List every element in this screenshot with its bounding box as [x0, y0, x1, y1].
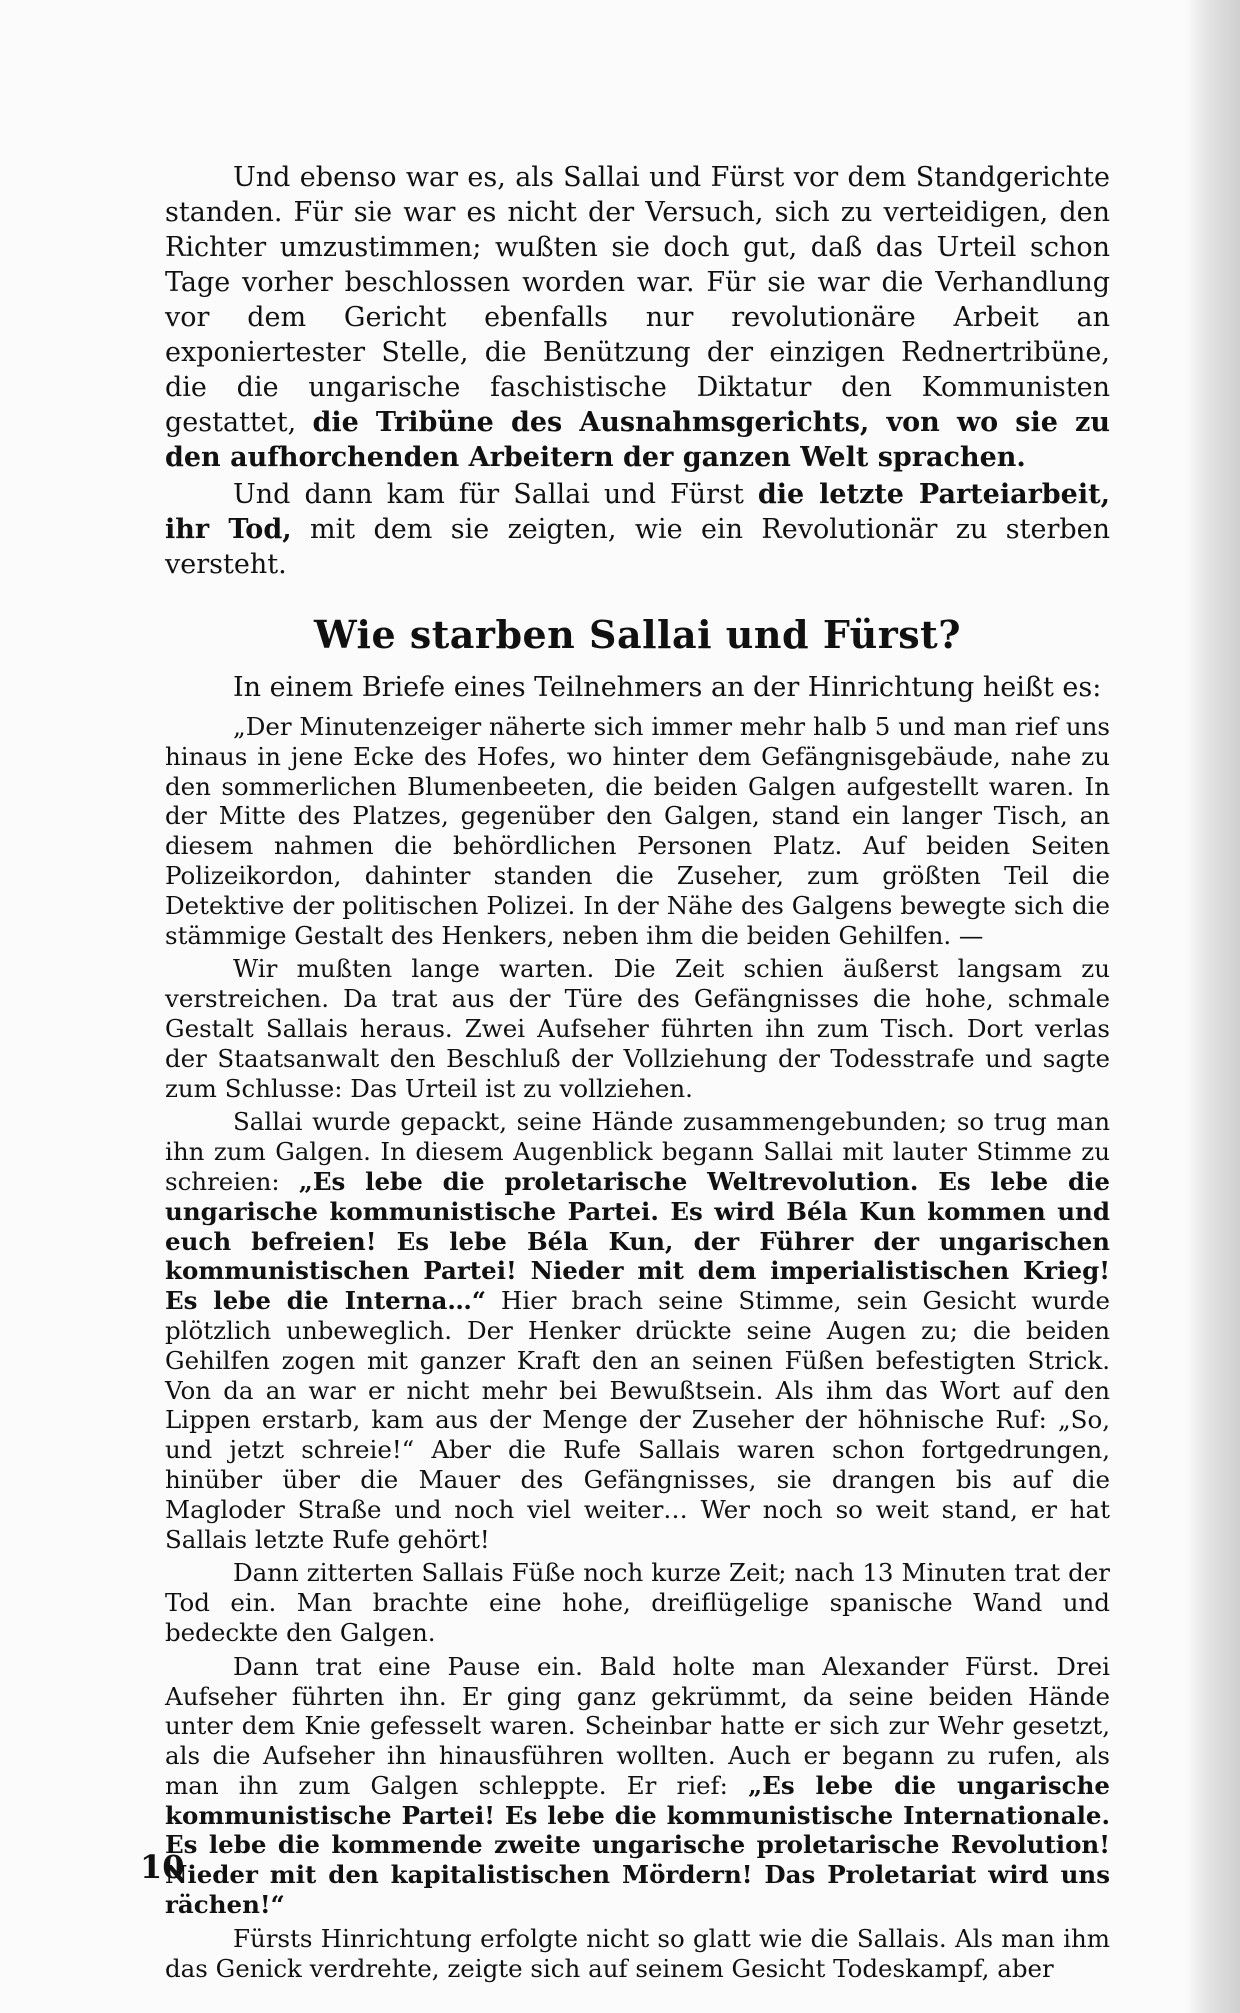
bold-emphasis: die Tribüne des Ausnahmsgerichts, von wo sie zu den aufhorchenden Arbeitern der ganzen Welt sprachen.	[165, 407, 1110, 473]
letter-paragraph: Wir mußten lange warten. Die Zeit schien äußerst langsam zu verstreichen. Da trat aus der Türe des Gefängnisses die hohe, schmale Gestalt Sallais heraus. Zwei Aufseher führten ihn zum Tisch. Dort verlas der Staatsanwalt den Beschluß der Vollziehung der Todesstrafe und sagte zum Schlusse: Das Urteil ist zu vollziehen.	[165, 954, 1110, 1103]
text-column	[165, 160, 1110, 1983]
letter-paragraph: Dann trat eine Pause ein. Bald holte man Alexander Fürst. Drei Aufseher führten ihn. Er ging ganz gekrümmt, da seine beiden Hände unter dem Knie gefesselt waren. Scheinbar hatte er sich zur Wehr gesetzt, als die Aufseher ihn hinausführen wollten. Auch er begann zu rufen, als man ihn zum Galgen schleppte. Er rief: „Es lebe die ungarische kommunistische Partei! Es lebe die kommunistische Internationale. Es lebe die kommende zweite ungarische proletarische Revolution! Nieder mit den kapitalistischen Mördern! Das Proletariat wird uns rächen!“	[165, 1651, 1110, 1920]
page-number: 10	[140, 1848, 185, 1886]
letter-intro: In einem Briefe eines Teilnehmers an der Hinrichtung heißt es:	[233, 672, 1102, 703]
bold-emphasis: „Es lebe die proletarische Weltrevolution. Es lebe die ungarische kommunistische Partei. Es wird Béla Kun kommen und euch befreien! Es lebe Béla Kun, der Führer der ungarischen kommunistischen Partei! Nieder mit dem imperialistischen Krieg! Es lebe die Interna…“	[165, 1166, 1110, 1316]
page-edge-shadow	[1185, 0, 1240, 2013]
letter-paragraph: Sallai wurde gepackt, seine Hände zusammengebunden; so trug man ihn zum Galgen. In diesem Augenblick begann Sallai mit lauter Stimme zu schreien: „Es lebe die proletarische Weltrevolution. Es lebe die ungarische kommunistische Partei. Es wird Béla Kun kommen und euch befreien! Es lebe Béla Kun, der Führer der ungarischen kommunistischen Partei! Nieder mit dem imperialistischen Krieg! Es lebe die Interna…“ Hier brach seine Stimme, sein Gesicht wurde plötzlich unbeweglich. Der Henker drückte seine Augen zu; die beiden Gehilfen zogen mit ganzer Kraft den an seinen Füßen befestigten Strick. Von da an war er nicht mehr bei Bewußtsein. Als ihm das Wort auf den Lippen erstarb, kam aus der Menge der Zuseher der höhnische Ruf: „So, und jetzt schreie!“ Aber die Rufe Sallais waren schon fortgedrungen, hinüber über die Mauer des Gefängnisses, sie drangen bis auf die Magloder Straße und noch viel weiter… Wer noch so weit stand, er hat Sallais letzte Rufe gehört!	[165, 1107, 1110, 1554]
letter-paragraph: Dann zitterten Sallais Füße noch kurze Zeit; nach 13 Minuten trat der Tod ein. Man brachte eine hohe, dreiflügelige spanische Wand und bedeckte den Galgen.	[165, 1558, 1110, 1647]
paragraph-standgericht: Und ebenso war es, als Sallai und Fürst vor dem Standgerichte standen. Für sie war es nicht der Versuch, sich zu verteidigen, den Richter umzustimmen; wußten sie doch gut, daß das Urteil schon Tage vorher beschlossen worden war. Für sie war die Verhandlung vor dem Gericht ebenfalls nur revolutionäre Arbeit an exponiertester Stelle, die Benützung der einzigen Rednertribüne, die die ungarische faschistische Diktatur den Kommunisten gestattet, die Tribüne des Ausnahmsgerichts, von wo sie zu den aufhorchenden Arbeitern der ganzen Welt sprachen.	[165, 162, 1110, 473]
letter-quote	[165, 712, 1110, 1983]
bold-emphasis: die letzte Parteiarbeit, ihr Tod,	[165, 479, 1110, 545]
paragraph-letzte-parteiarbeit: Und dann kam für Sallai und Fürst die letzte Parteiarbeit, ihr Tod, mit dem sie zeigten, wie ein Revolutionär zu sterben versteht.	[165, 479, 1110, 580]
bold-emphasis: „Es lebe die ungarische kommunistische Partei! Es lebe die kommunistische Internationale. Es lebe die kommende zweite ungarische proletarische Revolution! Nieder mit den kapitalistischen Mördern! Das Proletariat wird uns rächen!“	[165, 1770, 1110, 1920]
section-heading: Wie starben Sallai und Fürst?	[314, 612, 961, 657]
opening-section	[165, 160, 1110, 582]
letter-paragraph: Fürsts Hinrichtung erfolgte nicht so glatt wie die Sallais. Als man ihm das Genick verdrehte, zeigte sich auf seinem Gesicht Todeskampf, aber	[165, 1923, 1110, 1983]
letter-paragraph: „Der Minutenzeiger näherte sich immer mehr halb 5 und man rief uns hinaus in jene Ecke des Hofes, wo hinter dem Gefängnisgebäude, nahe zu den sommerlichen Blumenbeeten, die beiden Galgen aufgestellt waren. In der Mitte des Platzes, gegenüber den Galgen, stand ein langer Tisch, an diesem nahmen die behördlichen Personen Platz. Auf beiden Seiten Polizeikordon, dahinter standen die Zuseher, zum größten Teil die Detektive der politischen Polizei. In der Nähe des Galgens bewegte sich die stämmige Gestalt des Henkers, neben ihm die beiden Gehilfen. —	[165, 712, 1110, 950]
